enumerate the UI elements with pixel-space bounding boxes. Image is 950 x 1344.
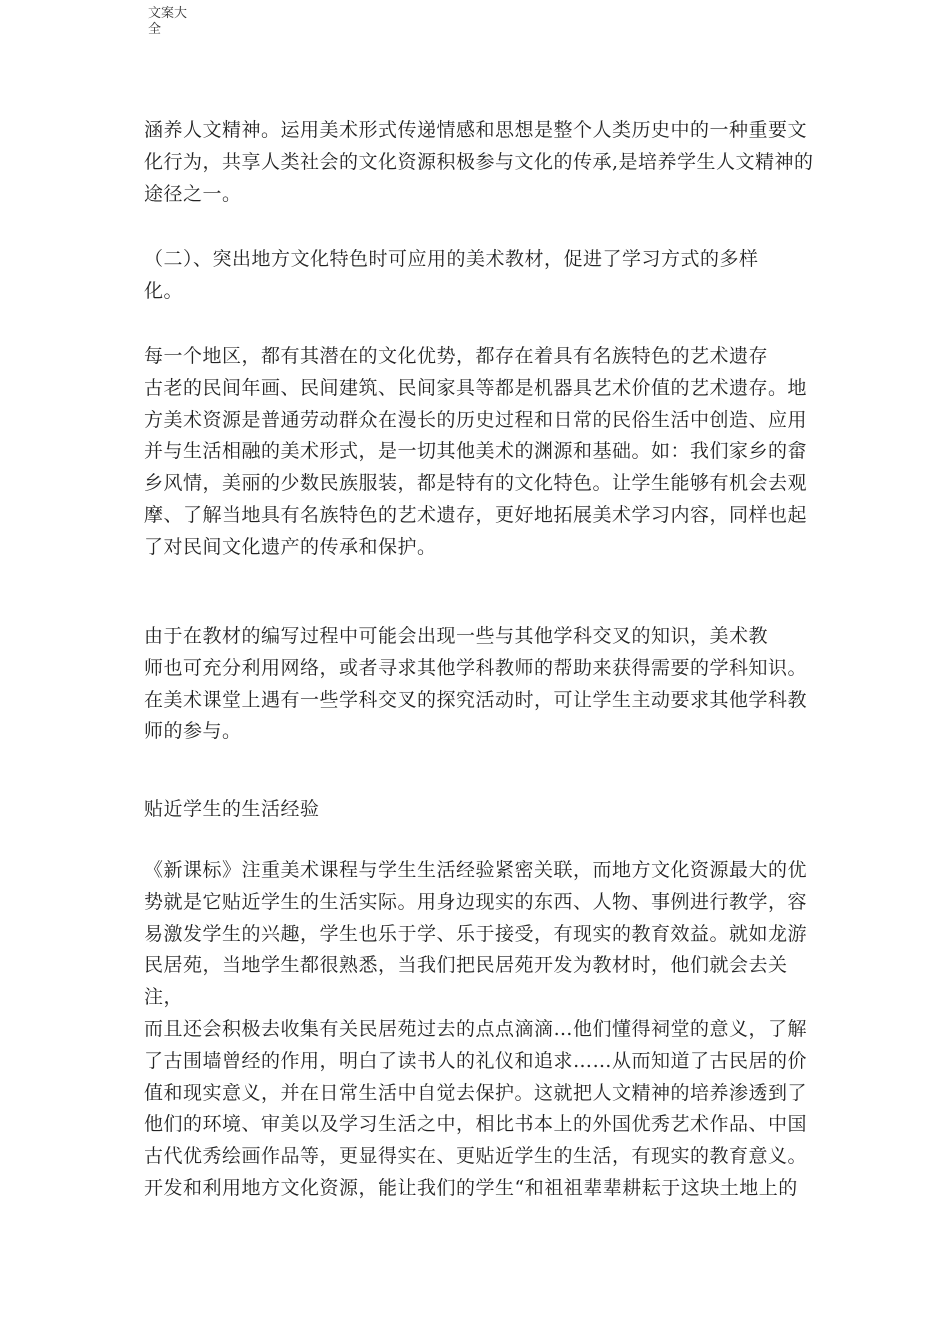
section-heading-local-culture: （二）、突出地方文化特色时可应用的美术教材，促进了学习方式的多样 化。	[144, 248, 759, 302]
paragraph-regional-art-heritage: 每一个地区，都有其潜在的文化优势，都存在着具有名族特色的艺术遗存 古老的民间年画、民间建筑、民间家具等都是机器具艺术价值的艺术遗存。地 方美术资源是普通劳动群众在漫长的历史过程和日常的民俗生活中创造、应用 并与生活相融的美术形式，是一切其他美术的渊源和基础。如：我们家乡的畲 乡风情，美丽的少数民族服装，都是特有的文化特色。让学生能够有机会去观 摩、了解当地具有名族特色的艺术遗存，更好地拓展美术学习内容，同样也起 了对民间文化遗产的传承和保护。	[144, 345, 808, 558]
subheading-student-life: 贴近学生的生活经验	[144, 798, 320, 820]
paragraph-interdisciplinary: 由于在教材的编写过程中可能会出现一些与其他学科交叉的知识，美术教 师也可充分利用网络，或者寻求其他学科教师的帮助来获得需要的学科知识。 在美术课堂上遇有一些学科交叉的探究活动时，可让学生主动要求其他学科教 师的参与。	[144, 625, 808, 743]
paragraph-humanities-spirit: 涵养人文精神。运用美术形式传递情感和思想是整个人类历史中的一种重要文 化行为，共享人类社会的文化资源积极参与文化的传承,是培养学生人文精神的 途径之一。	[144, 119, 814, 205]
page-header: 文案大 全	[148, 6, 188, 37]
paragraph-new-curriculum: 《新课标》注重美术课程与学生生活经验紧密关联，而地方文化资源最大的优 势就是它贴近学生的生活实际。用身边现实的东西、人物、事例进行教学，容 易激发学生的兴趣，学生也乐于学、乐于接受，有现实的教育效益。就如龙游 民居苑，当地学生都很熟悉，当我们把民居苑开发为教材时，他们就会去关注， 而且还会积极去收集有关民居苑过去的点点滴滴…他们懂得祠堂的意义，了解 了古围墙曾经的作用，明白了读书人的礼仪和追求……从而知道了古民居的价 值和现实意义，并在日常生活中自觉去保护。这就把人文精神的培养渗透到了 他们的环境、审美以及学习生活之中，相比书本上的外国优秀艺术作品、中国 古代优秀绘画作品等，更显得实在、更贴近学生的生活，有现实的教育意义。 开发和利用地方文化资源，能让我们的学生“和祖祖辈辈耕耘于这块土地上的	[144, 859, 808, 1199]
